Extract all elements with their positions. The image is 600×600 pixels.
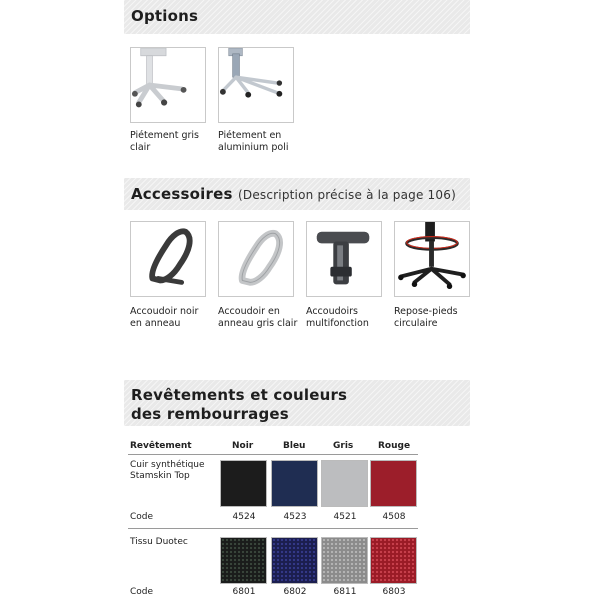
armrest-gray-ring-icon xyxy=(219,222,293,296)
swatch-stamskin-gris[interactable] xyxy=(321,460,368,507)
accessory-thumb-multifunction xyxy=(306,221,382,297)
foot-ring-icon xyxy=(395,222,469,296)
code-duotec-gris: 6811 xyxy=(333,587,357,597)
coverings-title-line2: des rembourrages xyxy=(131,405,289,423)
col-header-rouge: Rouge xyxy=(378,441,411,451)
code-stamskin-bleu: 4523 xyxy=(283,512,307,522)
row-code-label-stamskin: Code xyxy=(130,512,154,522)
col-header-bleu: Bleu xyxy=(283,441,306,451)
code-duotec-rouge: 6803 xyxy=(382,587,406,597)
col-header-covering: Revêtement xyxy=(130,441,192,451)
chair-base-gray-icon xyxy=(131,48,205,122)
armrest-black-ring-icon xyxy=(131,222,205,296)
accessory-caption-black-ring: Accoudoir noir en anneau xyxy=(130,306,199,329)
armrest-multifunction-icon xyxy=(307,222,381,296)
accessory-caption-gray-ring: Accoudoir en anneau gris clair xyxy=(218,306,298,329)
option-caption-gray-base: Piétement gris clair xyxy=(130,130,199,153)
accessory-thumb-foot-ring xyxy=(394,221,470,297)
accessory-caption-foot-ring: Repose-pieds circulaire xyxy=(394,306,458,329)
swatch-stamskin-noir[interactable] xyxy=(220,460,267,507)
code-stamskin-rouge: 4508 xyxy=(382,512,406,522)
coverings-header-band xyxy=(124,380,470,426)
swatch-stamskin-bleu[interactable] xyxy=(271,460,318,507)
chair-base-aluminium-icon xyxy=(219,48,293,122)
accessory-thumb-gray-ring xyxy=(218,221,294,297)
option-thumb-aluminium-base xyxy=(218,47,294,123)
swatch-duotec-bleu[interactable] xyxy=(271,537,318,584)
options-header-band xyxy=(124,0,470,34)
code-stamskin-gris: 4521 xyxy=(333,512,357,522)
swatch-duotec-rouge[interactable] xyxy=(370,537,417,584)
swatch-duotec-gris[interactable] xyxy=(321,537,368,584)
code-duotec-bleu: 6802 xyxy=(283,587,307,597)
table-row-divider xyxy=(128,528,418,529)
code-stamskin-noir: 4524 xyxy=(232,512,256,522)
accessory-caption-multifunction: Accoudoirs multifonction xyxy=(306,306,369,329)
accessories-title-row xyxy=(131,185,470,203)
accessories-subtitle: (Description précise à la page 106) xyxy=(238,188,456,202)
code-duotec-noir: 6801 xyxy=(232,587,256,597)
table-header-divider xyxy=(128,454,418,455)
col-header-noir: Noir xyxy=(232,441,254,451)
accessories-title: Accessoires xyxy=(131,185,233,203)
option-thumb-gray-base xyxy=(130,47,206,123)
swatch-stamskin-rouge[interactable] xyxy=(370,460,417,507)
row-code-label-duotec: Code xyxy=(130,587,154,597)
accessory-thumb-black-ring xyxy=(130,221,206,297)
coverings-title-line1: Revêtements et couleurs xyxy=(131,386,348,404)
row-label-stamskin: Cuir synthétique Stamskin Top xyxy=(130,460,205,481)
row-label-duotec: Tissu Duotec xyxy=(130,537,188,547)
option-caption-aluminium-base: Piétement en aluminium poli xyxy=(218,130,289,153)
options-title: Options xyxy=(131,7,199,25)
swatch-duotec-noir[interactable] xyxy=(220,537,267,584)
accessories-header-band xyxy=(124,178,470,210)
col-header-gris: Gris xyxy=(333,441,354,451)
